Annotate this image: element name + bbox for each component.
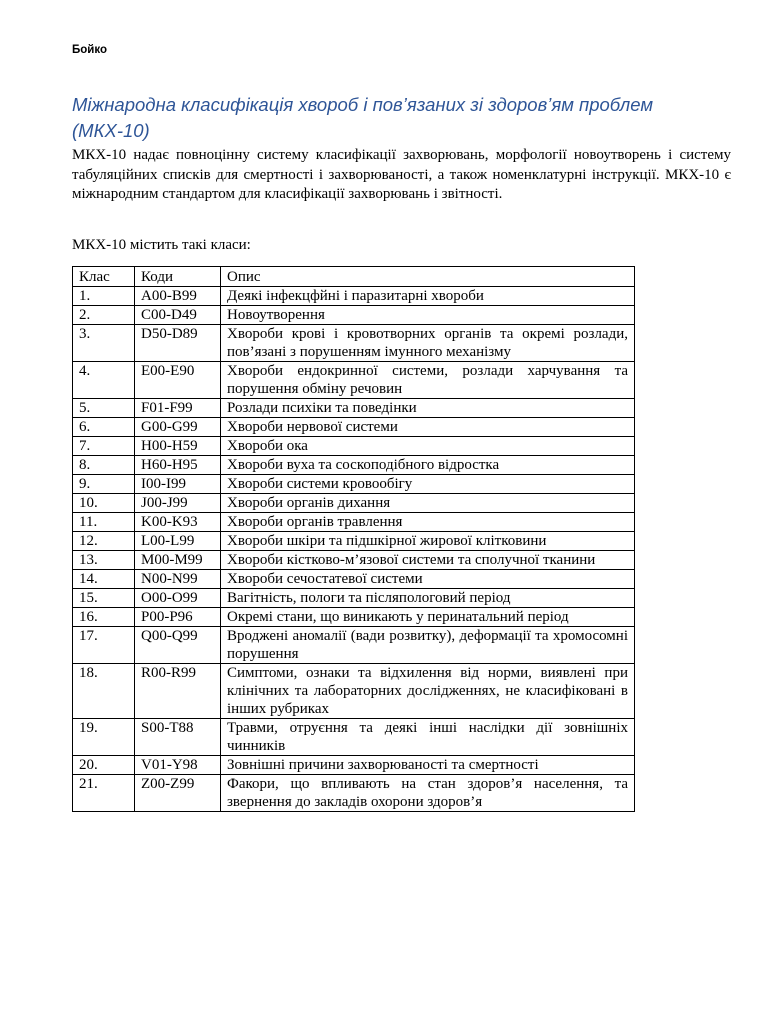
description-cell: Хвороби вуха та соскоподібного відростка <box>221 456 635 475</box>
description-cell: Травми, отруєння та деякі інші наслідки дії зовнішніх чинників <box>221 719 635 756</box>
table-row <box>73 589 635 608</box>
table-row <box>73 664 635 719</box>
intro-paragraph: МКХ-10 надає повноцінну систему класифікації захворювань, морфології новоутворень і систему табуляційних списків для смертності і захворюваності, а також номенклатурні інструкції. МКХ-10 є міжнародним стандартом для класифікації захворювань і звітності. <box>72 147 731 202</box>
class-number-cell: 3. <box>73 325 135 362</box>
class-number-cell: 1. <box>73 287 135 306</box>
class-number-cell: 9. <box>73 475 135 494</box>
description-cell: Хвороби крові і кровотворних органів та окремі розлади, пов’язані з порушенням імунного механізму <box>221 325 635 362</box>
table-row <box>73 418 635 437</box>
table-row <box>73 306 635 325</box>
table-row <box>73 287 635 306</box>
section-heading: Міжнародна класифікація хвороб і пов’язаних зі здоров’ям проблем (МКХ-10) <box>72 94 654 141</box>
description-cell: Симптоми, ознаки та відхилення від норми, виявлені при клінічних та лабораторних дослідженнях, не класифіковані в інших рубриках <box>221 664 635 719</box>
description-cell: Зовнішні причини захворюваності та смертності <box>221 756 635 775</box>
class-number-cell: 15. <box>73 589 135 608</box>
table-row <box>73 551 635 570</box>
codes-cell: Q00-Q99 <box>135 627 221 664</box>
class-number-cell: 17. <box>73 627 135 664</box>
table-header-row <box>73 267 635 287</box>
table-row <box>73 756 635 775</box>
column-header-class: Клас <box>73 267 135 287</box>
description-cell: Хвороби шкіри та підшкірної жирової клітковини <box>221 532 635 551</box>
codes-cell: H00-H59 <box>135 437 221 456</box>
table-row <box>73 475 635 494</box>
description-cell: Хвороби системи кровообігу <box>221 475 635 494</box>
codes-cell: S00-T88 <box>135 719 221 756</box>
description-cell: Хвороби нервової системи <box>221 418 635 437</box>
class-number-cell: 16. <box>73 608 135 627</box>
table-row <box>73 627 635 664</box>
codes-cell: J00-J99 <box>135 494 221 513</box>
description-cell: Розлади психіки та поведінки <box>221 399 635 418</box>
description-cell: Вагітність, пологи та післяпологовий період <box>221 589 635 608</box>
table-row <box>73 494 635 513</box>
column-header-codes: Коди <box>135 267 221 287</box>
codes-cell: M00-M99 <box>135 551 221 570</box>
table-row <box>73 570 635 589</box>
class-number-cell: 11. <box>73 513 135 532</box>
class-number-cell: 18. <box>73 664 135 719</box>
codes-cell: E00-E90 <box>135 362 221 399</box>
description-cell: Хвороби органів дихання <box>221 494 635 513</box>
table-row <box>73 775 635 812</box>
codes-cell: O00-O99 <box>135 589 221 608</box>
class-number-cell: 20. <box>73 756 135 775</box>
codes-cell: N00-N99 <box>135 570 221 589</box>
codes-cell: F01-F99 <box>135 399 221 418</box>
class-number-cell: 14. <box>73 570 135 589</box>
table-row <box>73 399 635 418</box>
class-number-cell: 6. <box>73 418 135 437</box>
description-cell: Хвороби сечостатевої системи <box>221 570 635 589</box>
table-row <box>73 325 635 362</box>
icd10-classes-table <box>72 266 635 812</box>
table-body <box>73 287 635 812</box>
class-number-cell: 7. <box>73 437 135 456</box>
codes-cell: L00-L99 <box>135 532 221 551</box>
class-number-cell: 13. <box>73 551 135 570</box>
class-number-cell: 2. <box>73 306 135 325</box>
class-number-cell: 10. <box>73 494 135 513</box>
codes-cell: K00-K93 <box>135 513 221 532</box>
table-row <box>73 532 635 551</box>
codes-cell: R00-R99 <box>135 664 221 719</box>
class-number-cell: 5. <box>73 399 135 418</box>
class-number-cell: 19. <box>73 719 135 756</box>
class-number-cell: 8. <box>73 456 135 475</box>
codes-cell: I00-I99 <box>135 475 221 494</box>
table-row <box>73 362 635 399</box>
classes-lead-text: МКХ-10 містить такі класи: <box>72 237 251 253</box>
description-cell: Хвороби кістково-м’язової системи та сполучної тканини <box>221 551 635 570</box>
codes-cell: G00-G99 <box>135 418 221 437</box>
class-number-cell: 4. <box>73 362 135 399</box>
codes-cell: C00-D49 <box>135 306 221 325</box>
description-cell: Окремі стани, що виникають у перинатальний період <box>221 608 635 627</box>
column-header-description: Опис <box>221 267 635 287</box>
description-cell: Деякі інфекцфйні і паразитарні хвороби <box>221 287 635 306</box>
description-cell: Факори, що впливають на стан здоров’я населення, та звернення до закладів охорони здоров’я <box>221 775 635 812</box>
codes-cell: Z00-Z99 <box>135 775 221 812</box>
codes-cell: V01-Y98 <box>135 756 221 775</box>
class-number-cell: 21. <box>73 775 135 812</box>
description-cell: Хвороби ендокринної системи, розлади харчування та порушення обміну речовин <box>221 362 635 399</box>
codes-cell: H60-H95 <box>135 456 221 475</box>
page-header-author: Бойко <box>72 44 107 56</box>
description-cell: Хвороби органів травлення <box>221 513 635 532</box>
description-cell: Хвороби ока <box>221 437 635 456</box>
class-number-cell: 12. <box>73 532 135 551</box>
codes-cell: A00-B99 <box>135 287 221 306</box>
description-cell: Вроджені аномалії (вади розвитку), деформації та хромосомні порушення <box>221 627 635 664</box>
table-row <box>73 513 635 532</box>
table-row <box>73 437 635 456</box>
table-row <box>73 456 635 475</box>
table-row <box>73 608 635 627</box>
codes-cell: P00-P96 <box>135 608 221 627</box>
codes-cell: D50-D89 <box>135 325 221 362</box>
description-cell: Новоутворення <box>221 306 635 325</box>
table-row <box>73 719 635 756</box>
